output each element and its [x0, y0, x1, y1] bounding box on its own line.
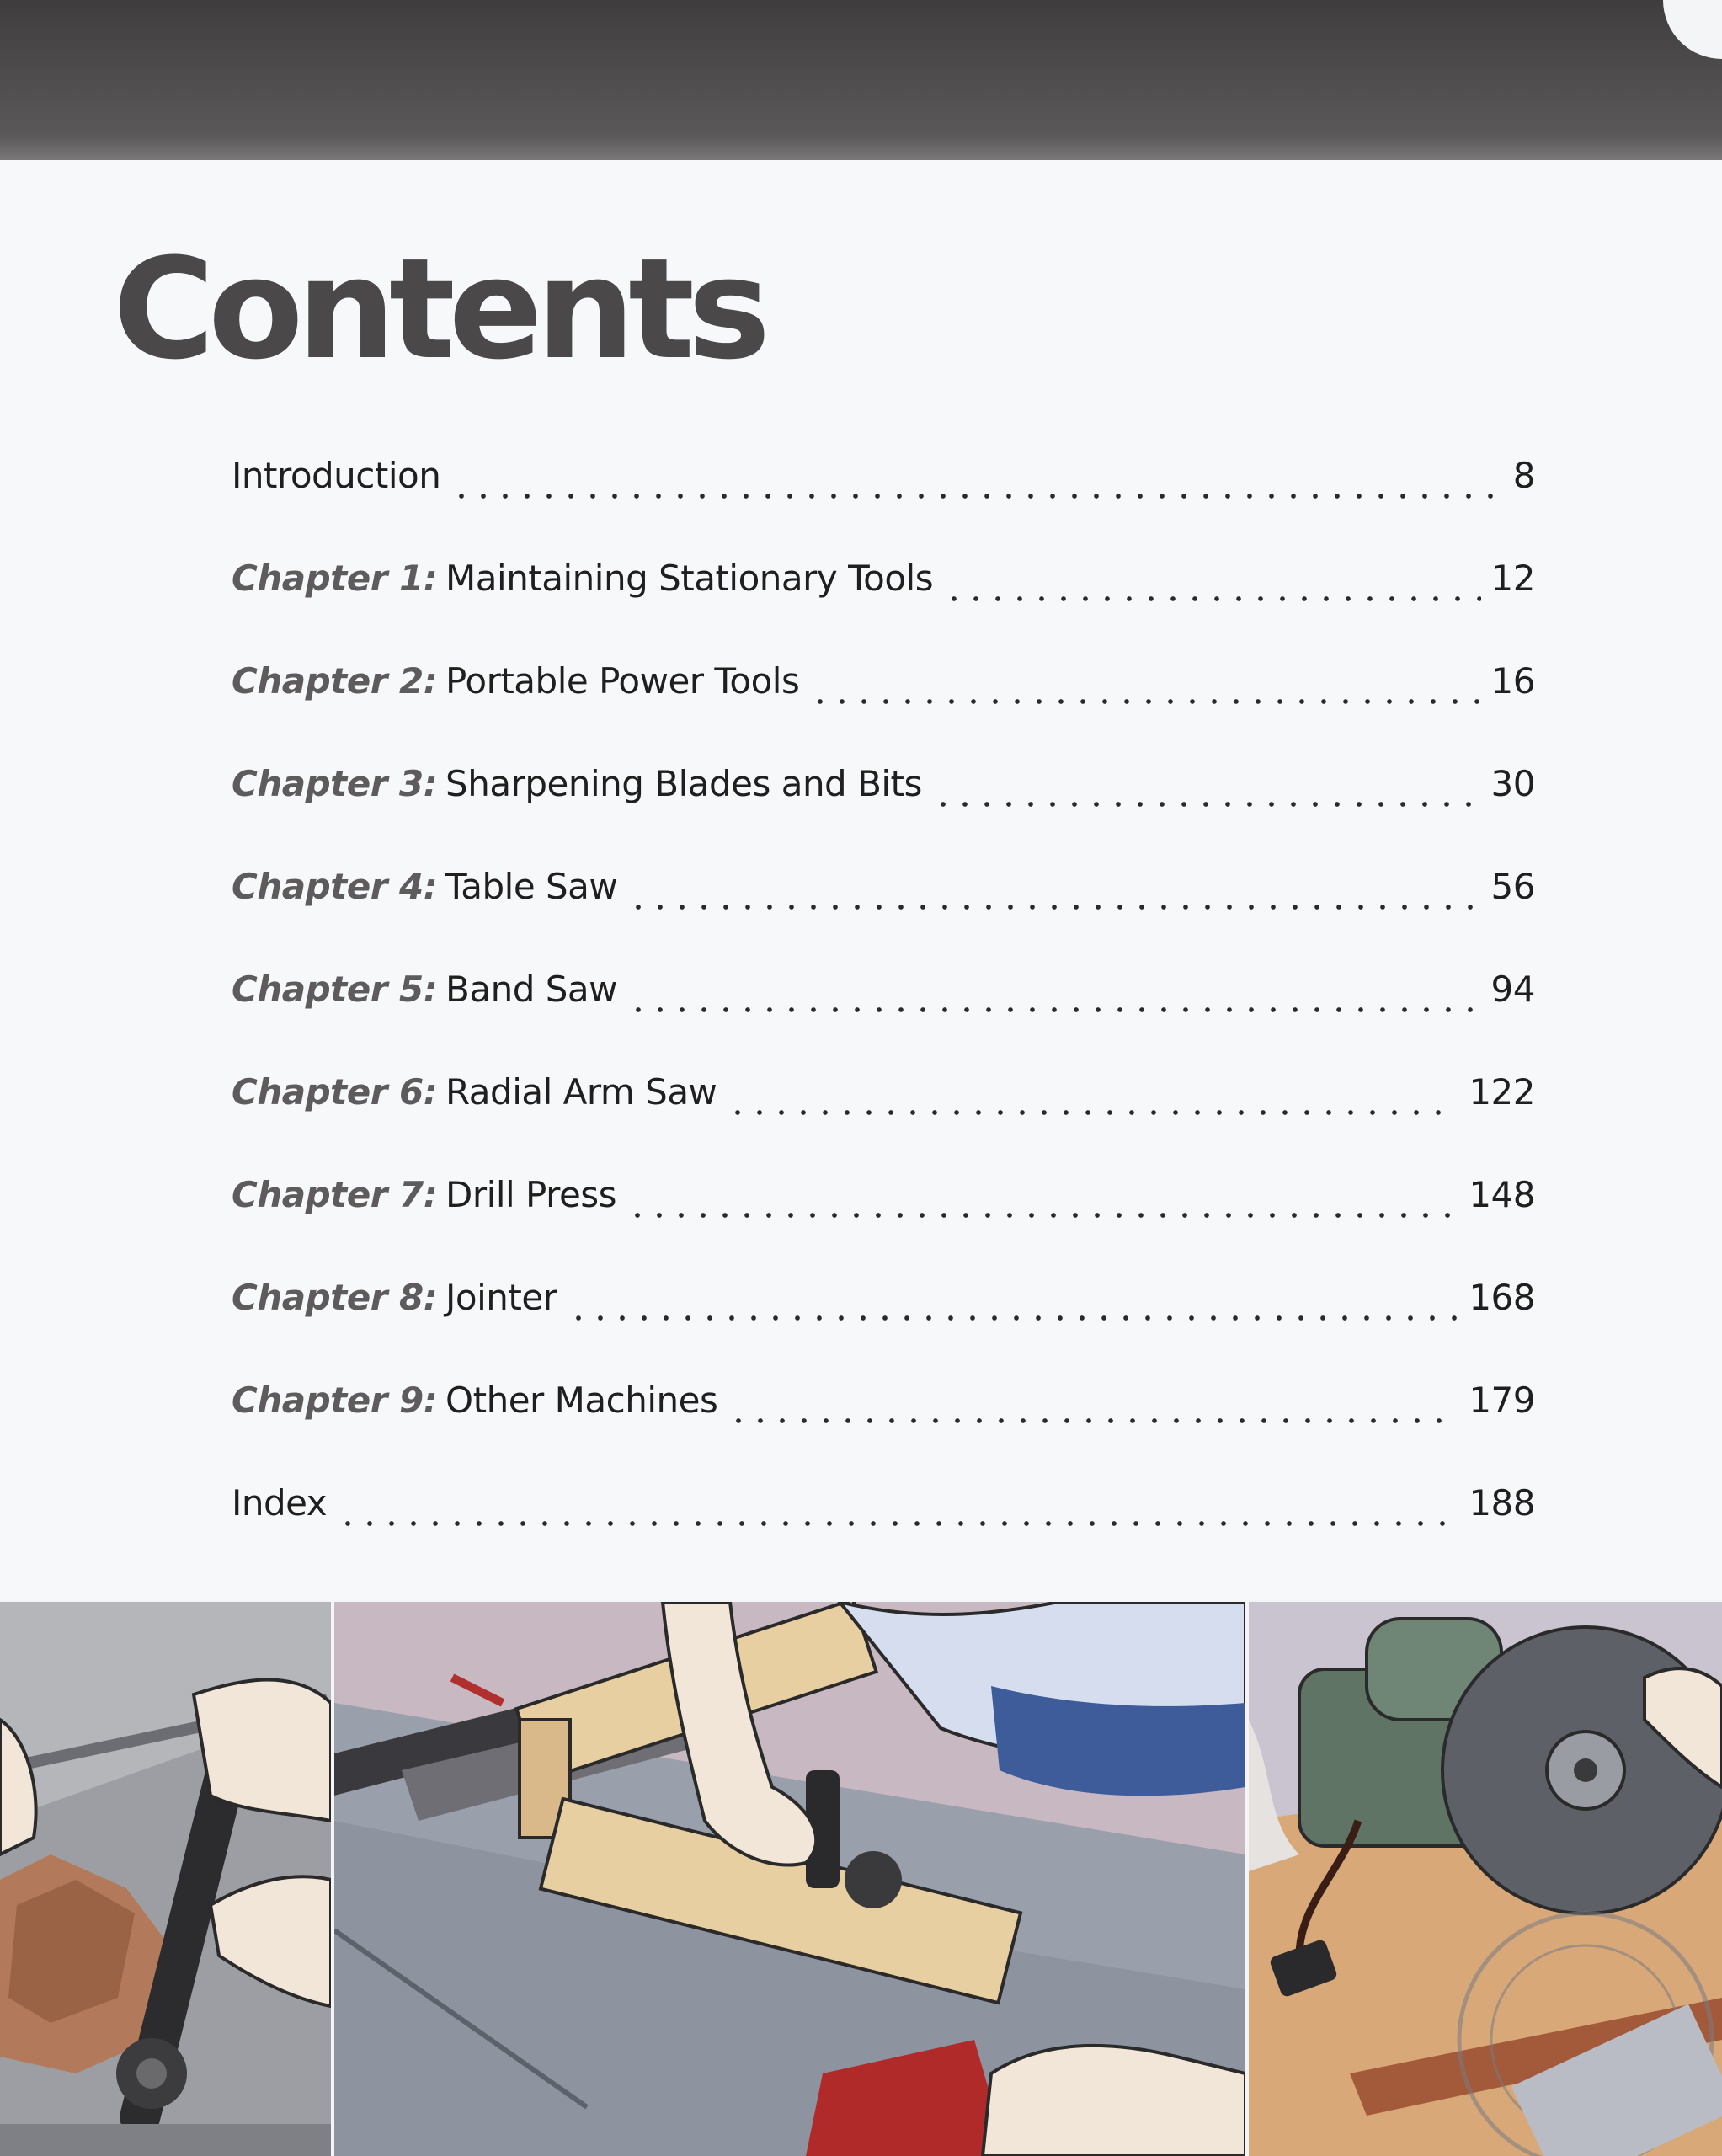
toc-entry-title: Band Saw — [445, 969, 617, 1010]
toc-page-number: 168 — [1469, 1277, 1535, 1318]
toc-page-number: 188 — [1469, 1482, 1535, 1524]
dot-leader — [337, 1520, 1458, 1527]
toc-entry-title: Other Machines — [445, 1380, 718, 1421]
toc-page-number: 122 — [1469, 1071, 1535, 1113]
toc-entry-title: Drill Press — [445, 1174, 617, 1215]
top-header-band — [0, 0, 1722, 160]
toc-entry-index[interactable] — [232, 1482, 1535, 1541]
toc-page-number: 16 — [1490, 660, 1535, 702]
dot-leader — [932, 801, 1481, 808]
dot-leader — [627, 904, 1480, 910]
toc-entry-chapter-2[interactable] — [232, 660, 1535, 719]
toc-page-number: 56 — [1490, 866, 1535, 907]
dot-leader — [728, 1417, 1458, 1424]
chapter-label: Chapter 9: — [232, 1380, 438, 1421]
toc-entry-title: Sharpening Blades and Bits — [445, 763, 922, 804]
toc-entry-introduction[interactable] — [232, 455, 1535, 514]
toc-entry-chapter-4[interactable] — [232, 866, 1535, 925]
toc-entry-chapter-1[interactable] — [232, 558, 1535, 616]
toc-entry-title: Jointer — [445, 1277, 557, 1318]
chapter-label: Chapter 3: — [232, 763, 438, 804]
toc-entry-title: Maintaining Stationary Tools — [445, 558, 934, 599]
toc-entry-title: Portable Power Tools — [445, 660, 800, 702]
toc-page-number: 94 — [1490, 969, 1535, 1010]
illustration-art — [334, 1602, 1245, 2156]
toc-page-number: 8 — [1512, 455, 1535, 496]
chapter-label: Chapter 7: — [232, 1174, 438, 1215]
dot-leader — [626, 1212, 1458, 1219]
toc-page-number: 30 — [1490, 763, 1535, 804]
dot-leader — [809, 698, 1480, 705]
toc-entry-chapter-6[interactable] — [232, 1071, 1535, 1130]
toc-entry-title: Index — [232, 1482, 328, 1524]
illustration-hands-cleaning-blade — [0, 1602, 331, 2156]
illustration-radial-arm-saw — [1249, 1602, 1722, 2156]
toc-entry-chapter-3[interactable] — [232, 763, 1535, 822]
page-title: Contents — [113, 228, 765, 390]
toc-entry-title: Radial Arm Saw — [445, 1071, 717, 1113]
dot-leader — [943, 595, 1480, 602]
dot-leader — [568, 1315, 1459, 1321]
toc-entry-chapter-8[interactable] — [232, 1277, 1535, 1336]
toc-entry-title: Introduction — [232, 455, 441, 496]
illustration-table-saw-crosscut — [334, 1602, 1245, 2156]
dot-leader — [627, 1006, 1481, 1013]
illustration-art — [1249, 1602, 1722, 2156]
toc-page-number: 179 — [1469, 1380, 1535, 1421]
chapter-label: Chapter 2: — [232, 660, 438, 702]
toc-entry-chapter-7[interactable] — [232, 1174, 1535, 1233]
chapter-label: Chapter 8: — [232, 1277, 438, 1318]
toc-page-number: 12 — [1490, 558, 1535, 599]
illustration-art — [0, 1602, 331, 2156]
chapter-label: Chapter 6: — [232, 1071, 438, 1113]
page-corner — [1663, 0, 1722, 59]
dot-leader — [727, 1109, 1458, 1116]
toc-entry-title: Table Saw — [445, 866, 618, 907]
chapter-label: Chapter 5: — [232, 969, 438, 1010]
toc-entry-chapter-9[interactable] — [232, 1380, 1535, 1438]
chapter-label: Chapter 1: — [232, 558, 438, 599]
chapter-label: Chapter 4: — [232, 866, 438, 907]
dot-leader — [450, 493, 1502, 499]
toc-page-number: 148 — [1469, 1174, 1535, 1215]
toc-entry-chapter-5[interactable] — [232, 969, 1535, 1027]
